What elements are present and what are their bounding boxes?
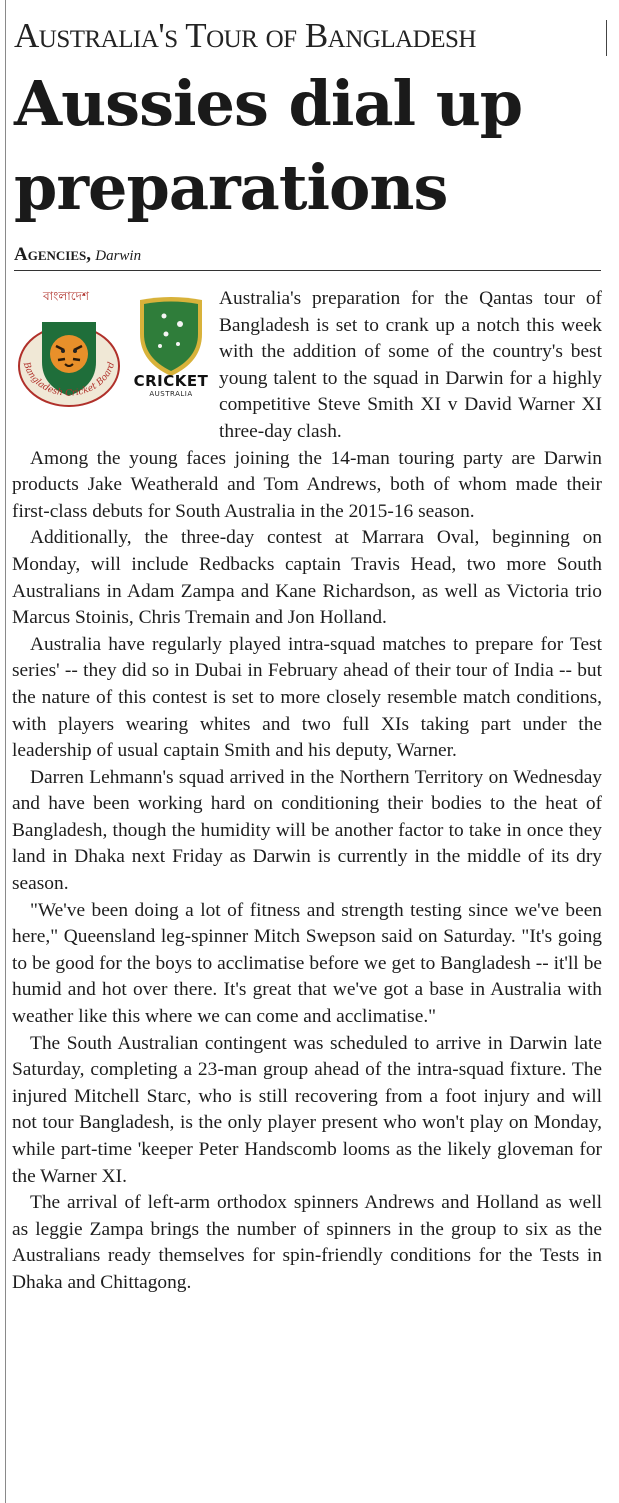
article-body: [12, 286, 602, 1297]
kicker-end-rule: [606, 20, 607, 56]
byline-place: Darwin: [95, 248, 142, 264]
bcb-ring-text: Bangladesh Cricket Board: [20, 361, 118, 399]
byline: [14, 244, 600, 267]
paragraph: Darren Lehmann's squad arrived in the Northern Territory on Wednesday and have been working hard on conditioning their bodies to the heat of Bangladesh, though the humidity will be another factor to take in once they land in Dhaka next Friday as Darwin is currently in the middle of its dry season.: [12, 766, 602, 895]
byline-divider: [14, 270, 601, 271]
paragraph: "We've been doing a lot of fitness and strength testing since we've been here," Queensland leg-spinner Mitch Swepson said on Saturday. "It's going to be good for the boys to acclimatise before we get to Bangladesh -- it'll be humid and hot over there. It's great that we've got a base in Australia with weather like this where we can come and acclimatise.": [12, 899, 602, 1028]
ca-subtitle: AUSTRALIA: [149, 390, 193, 398]
paragraph: Additionally, the three-day contest at Marrara Oval, beginning on Monday, will include Redbacks captain Travis Head, two more South Australians in Adam Zampa and Kane Richardson, as well as Victoria trio Marcus Stoinis, Chris Tremain and Jon Holland.: [12, 527, 602, 629]
page-left-rule: [5, 0, 6, 1503]
ca-wordmark: CRICKET: [133, 372, 209, 390]
section-kicker: Australia's Tour of Bangladesh: [14, 16, 476, 55]
bcb-bengali-text: বাংলাদেশ: [43, 289, 89, 303]
paragraph: Among the young faces joining the 14-man touring party are Darwin products Jake Weatherald and Tom Andrews, both of whom made their first-class debuts for South Australia in the 2015-16 season.: [12, 447, 602, 522]
logo-float-spacer: [12, 286, 219, 419]
headline: Aussies dial up preparations: [14, 67, 523, 224]
paragraph: The arrival of left-arm orthodox spinners Andrews and Holland as well as leggie Zampa brings the number of spinners in the group to six as the Australians ready themselves for spin-friendly conditions for the Tests in Dhaka and Chittagong.: [12, 1192, 602, 1293]
paragraph: Australia's preparation for the Qantas tour of Bangladesh is set to crank up a notch this week with the addition of some of the country's best young talent to the squad in Darwin for a highly competitive Steve Smith XI v David Warner XI three-day clash.: [219, 288, 602, 442]
paragraph: Australia have regularly played intra-squad matches to prepare for Test series' -- they did so in Dubai in February ahead of their tour of India -- but the nature of this contest is set to more closely resemble match conditions, with players wearing whites and two full XIs taking part under the leadership of usual captain Smith and his deputy, Warner.: [12, 633, 602, 762]
byline-agency: Agencies,: [14, 244, 91, 265]
paragraph: The South Australian contingent was scheduled to arrive in Darwin late Saturday, completing a 23-man group ahead of the intra-squad fixture. The injured Mitchell Starc, who is still recovering from a foot injury and will not tour Bangladesh, is the only player present who won't play on Monday, while part-time 'keeper Peter Handscomb looms as the likely gloveman for the Warner XI.: [12, 1032, 602, 1187]
